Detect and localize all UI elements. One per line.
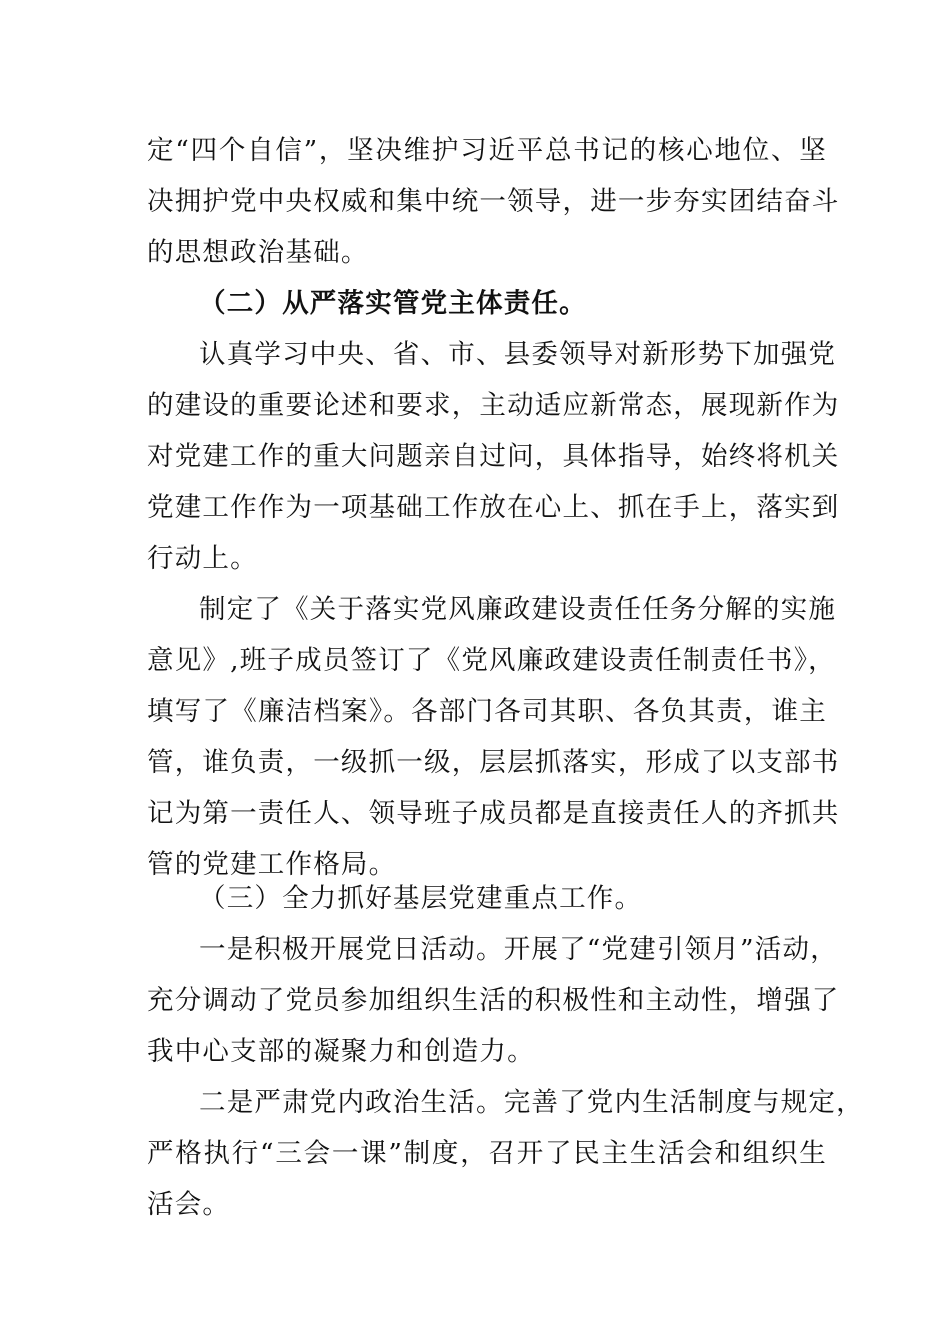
paragraph-line: 二是严肃党内政治生活。完善了党内生活制度与规定， xyxy=(199,1087,864,1118)
paragraph-line: 管的党建工作格局。 xyxy=(147,849,397,880)
section-heading: （三）全力抓好基层党建重点工作。 xyxy=(199,883,643,914)
paragraph-line: 管，谁负责，一级抓一级，层层抓落实，形成了以支部书 xyxy=(147,747,840,778)
paragraph-line: 充分调动了党员参加组织生活的积极性和主动性，增强了 xyxy=(147,985,840,1016)
paragraph-line: 决拥护党中央权威和集中统一领导，进一步夯实团结奋斗 xyxy=(147,186,840,217)
paragraph-line: 认真学习中央、省、市、县委领导对新形势下加强党 xyxy=(199,339,837,370)
paragraph-line: 行动上。 xyxy=(147,543,258,574)
paragraph-line: 活会。 xyxy=(147,1189,231,1220)
paragraph-line: 对党建工作的重大问题亲自过问，具体指导，始终将机关 xyxy=(147,441,840,472)
paragraph-line: 记为第一责任人、领导班子成员都是直接责任人的齐抓共 xyxy=(147,798,840,829)
paragraph-line: 定“四个自信”，坚决维护习近平总书记的核心地位、坚 xyxy=(147,135,827,166)
paragraph-line: 的建设的重要论述和要求，主动适应新常态，展现新作为 xyxy=(147,390,840,421)
paragraph-line: 严格执行“三会一课”制度，召开了民主生活会和组织生 xyxy=(147,1138,827,1169)
paragraph-line: 意见》,班子成员签订了《党风廉政建设责任制责任书》， xyxy=(147,645,836,676)
section-heading: （二）从严落实管党主体责任。 xyxy=(199,288,587,319)
paragraph-line: 党建工作作为一项基础工作放在心上、抓在手上，落实到 xyxy=(147,492,840,523)
paragraph-line: 填写了《廉洁档案》。各部门各司其职、各负其责，谁主 xyxy=(147,696,827,727)
paragraph-line: 一是积极开展党日活动。开展了“党建引领月”活动， xyxy=(199,934,838,965)
paragraph-line: 的思想政治基础。 xyxy=(147,237,369,268)
paragraph-line: 我中心支部的凝聚力和创造力。 xyxy=(147,1036,535,1067)
paragraph-line: 制定了《关于落实党风廉政建设责任任务分解的实施 xyxy=(199,594,837,625)
